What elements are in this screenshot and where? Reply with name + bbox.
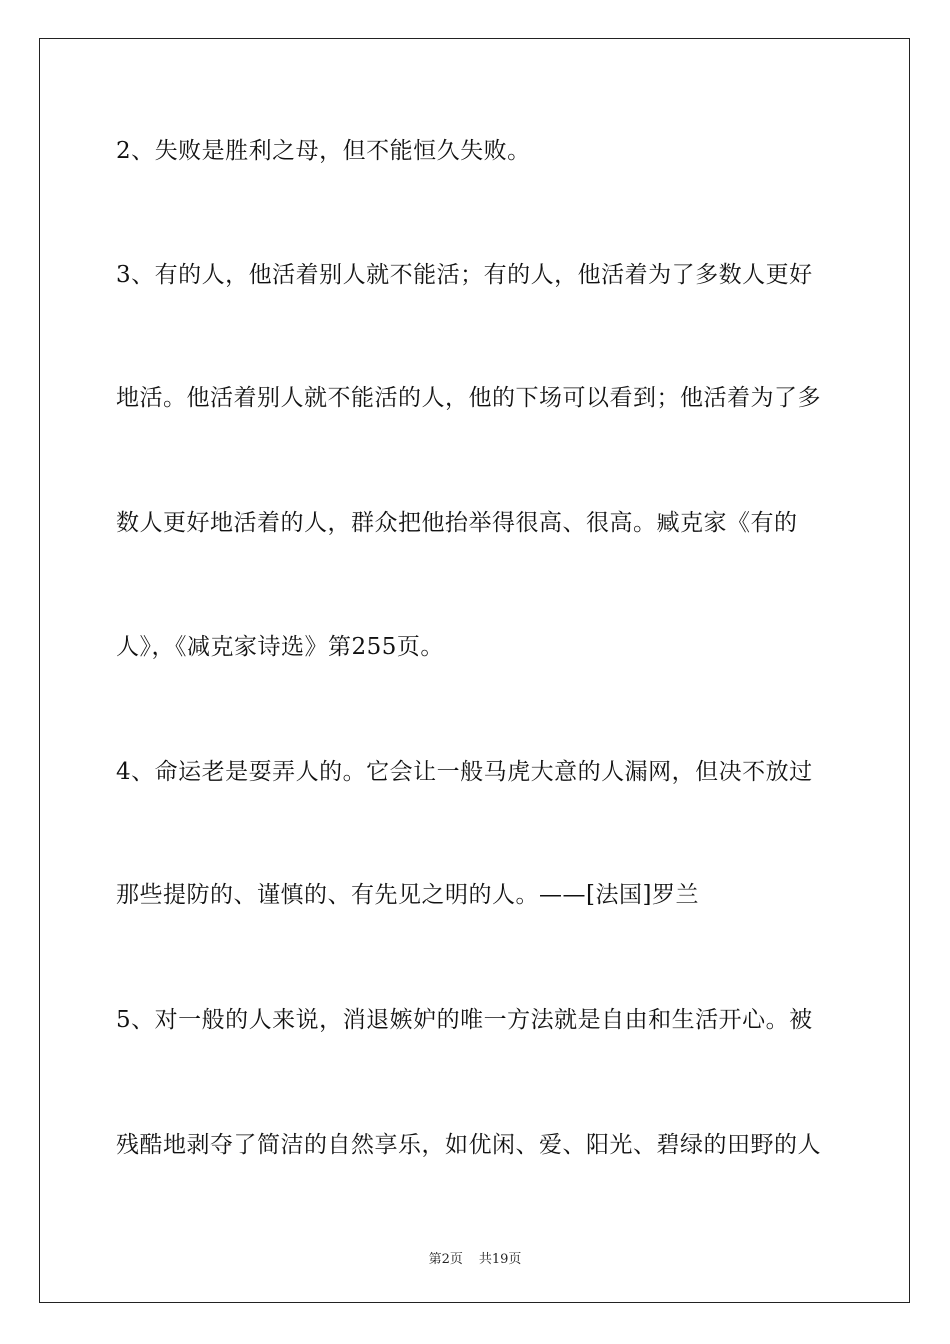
text-line: 5、对一般的人来说，消退嫉妒的唯一方法就是自由和生活开心。被 <box>116 1007 813 1033</box>
text-line: 2、失败是胜利之母，但不能恒久失败。 <box>116 138 531 164</box>
page-total: 共19页 <box>478 1252 522 1267</box>
text-line: 3、有的人，他活着别人就不能活；有的人，他活着为了多数人更好 <box>116 262 813 288</box>
text-line: 残酷地剥夺了简洁的自然享乐，如优闲、爱、阳光、碧绿的田野的人 <box>116 1132 821 1158</box>
page-frame <box>39 38 910 1303</box>
text-line: 地活。他活着别人就不能活的人，他的下场可以看到；他活着为了多 <box>116 385 821 411</box>
text-line: 4、命运老是耍弄人的。它会让一般马虎大意的人漏网，但决不放过 <box>116 759 813 785</box>
page-number: 第2页 <box>428 1252 463 1267</box>
text-line: 人》，《减克家诗选》第255页。 <box>116 634 444 660</box>
text-line: 那些提防的、谨慎的、有先见之明的人。——[法国]罗兰 <box>116 882 699 908</box>
page-footer <box>0 1248 950 1267</box>
text-line: 数人更好地活着的人，群众把他抬举得很高、很高。臧克家《有的 <box>116 510 798 536</box>
